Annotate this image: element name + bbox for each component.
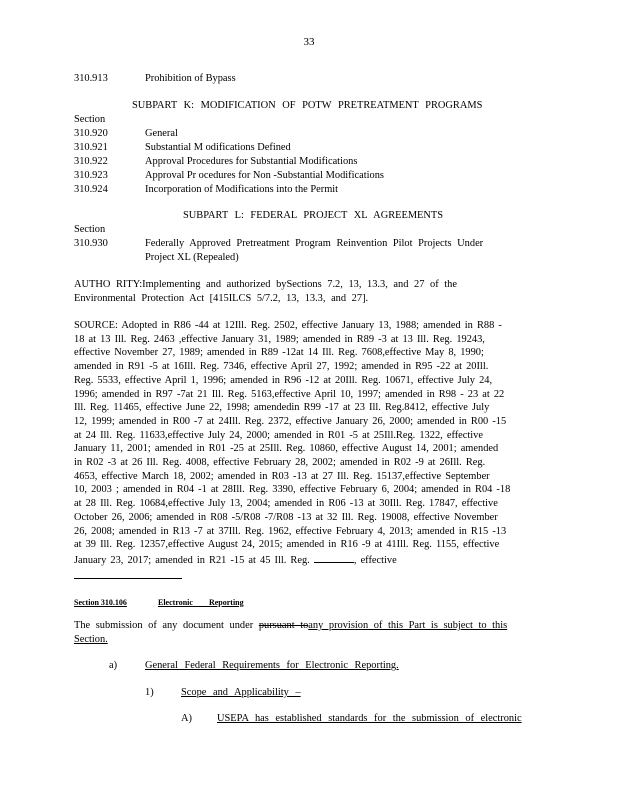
new-section-number: [74, 596, 127, 610]
toc-section-title-continued: Project XL (Repealed): [145, 252, 239, 263]
struck-text: pursuant to: [258, 620, 309, 631]
subsection-text: [145, 659, 399, 673]
subpart-k-heading: SUBPART K: MODIFICATION OF POTW PRETREATMENT PROGRAMS: [132, 100, 483, 111]
new-section-number-text: Section 310.106: [74, 598, 127, 607]
page-number: 33: [303, 36, 315, 48]
toc-section-number: 310.923: [74, 170, 108, 181]
source-line: 12, 1999; amended in R00 -7 at 24Ill. Reg. 2372, effective January 26, 2000; amended in R00 -15: [74, 415, 507, 427]
source-last-line-prefix: January 23, 2017; amended in R21 -15 at 45 Ill. Reg.: [74, 554, 310, 566]
toc-section-title: Substantial M odifications Defined: [145, 142, 291, 153]
toc-section-number: 310.921: [74, 142, 108, 153]
blank-register-page: [314, 552, 354, 563]
source-line: 26, 2008; amended in R13 -7 at 37Ill. Reg. 1962, effective February 4, 2013; amended in R15 -13: [74, 525, 507, 537]
section-paragraph: [74, 619, 507, 633]
source-line: 10, 2003 ; amended in R04 -1 at 28Ill. Reg. 3390, effective February 6, 2004; amended in R04 -18: [74, 484, 511, 496]
source-line: SOURCE: Adopted in R86 -44 at 12Ill. Reg. 2502, effective January 13, 1988; amended in R88 -: [74, 320, 502, 331]
toc-section-title: Prohibition of Bypass: [145, 73, 236, 84]
authority-line: Environmental Protection Act [415ILCS 5/7.2, 13, 13.3, and 27].: [74, 293, 369, 304]
source-line: amended in R91 -5 at 16Ill. Reg. 7346, effective April 27, 1992; amended in R95 -22 at 20Ill.: [74, 361, 489, 373]
toc-section-number: 310.930: [74, 238, 108, 249]
section-paragraph-continued: [74, 633, 108, 647]
paragraph-text: The submission of any document under: [74, 620, 259, 631]
source-line: at 39 Ill. Reg. 12357,effective August 24, 2015; amended in R16 -9 at 41Ill. Reg. 1155, effective: [74, 539, 500, 551]
subsection-text-content: USEPA has established standards for the submission of electronic: [217, 713, 522, 724]
source-note: [74, 319, 544, 568]
section-label: Section: [74, 224, 106, 235]
source-line: October 26, 2006; amended in R08 -5/R08 -7/R08 -13 at 32 Ill. Reg. 19008, effective November: [74, 511, 498, 523]
subsection-label: a): [109, 660, 118, 671]
toc-section-number: 310.922: [74, 156, 108, 167]
subsection-text-content: General Federal Requirements for Electronic Reporting.: [145, 660, 399, 671]
source-last-line-suffix: , effective: [353, 554, 397, 566]
subsection-label: A): [181, 713, 192, 724]
authority-line: AUTHO RITY:Implementing and authorized bySections 7.2, 13, 13.3, and 27 of the: [74, 279, 457, 290]
section-label: Section: [74, 114, 106, 125]
footnote-rule: [74, 578, 182, 579]
toc-section-title: Incorporation of Modifications into the Permit: [145, 184, 339, 195]
toc-section-number: 310.924: [74, 184, 108, 195]
toc-section-title: Federally Approved Pretreatment Program Reinvention Pilot Projects Under: [145, 238, 484, 249]
toc-section-title: Approval Pr ocedures for Non -Substantial Modifications: [145, 170, 384, 181]
source-line: effective November 27, 1989; amended in R89 -12at 14 Ill. Reg. 7608,effective May 8, 1990;: [74, 347, 484, 359]
subsection-text-content: Scope and Applicability –: [181, 687, 301, 698]
source-line: 18 at 13 Ill. Reg. 2463 ,effective January 31, 1989; amended in R89 -3 at 13 Ill. Reg. 19243,: [74, 333, 485, 345]
source-line: at 28 Ill. Reg. 10684,effective July 13, 2004; amended in R06 -13 at 30Ill. Reg. 17847, effective: [74, 498, 498, 510]
paragraph-text: Section.: [74, 634, 108, 645]
source-last-line: [74, 552, 544, 568]
source-line: in R02 -3 at 26 Ill. Reg. 4008, effective February 28, 2002; amended in R02 -9 at 26Ill. Reg.: [74, 457, 486, 469]
toc-section-number: 310.920: [74, 128, 108, 139]
source-line: January 11, 2001; amended in R01 -25 at 25Ill. Reg. 10860, effective August 14, 2001; amended: [74, 443, 499, 455]
toc-section-number: 310.913: [74, 73, 108, 84]
subsection-text: [217, 712, 522, 726]
source-line: 1996; amended in R97 -7at 21 Ill. Reg. 5163,effective April 10, 1997; amended in R98 - 23 at 22: [74, 388, 505, 400]
source-line: Ill. Reg. 11465, effective June 22, 1998; amendedin R99 -17 at 23 Ill. Reg.8412, effective July: [74, 402, 490, 414]
new-section-title: [158, 596, 244, 610]
subpart-l-heading: SUBPART L: FEDERAL PROJECT XL AGREEMENTS: [183, 210, 444, 221]
toc-section-title: Approval Procedures for Substantial Modifications: [145, 156, 358, 167]
paragraph-text: any provision of this Part is subject to this: [308, 620, 508, 631]
subsection-label: 1): [145, 687, 154, 698]
subsection-text: [181, 686, 301, 700]
source-line: at 24 Ill. Reg. 11633,effective July 24, 2000; amended in R01 -5 at 25Ill.Reg. 1322, effective: [74, 429, 483, 441]
new-section-title-text: Electronic Reporting: [158, 598, 244, 607]
source-line: Reg. 5533, effective April 1, 1996; amended in R96 -12 at 20Ill. Reg. 10671, effective July 24,: [74, 374, 493, 386]
toc-section-title: General: [145, 128, 178, 139]
source-line: 4653, effective March 18, 2002; amended in R03 -13 at 27 Ill. Reg. 15137,effective September: [74, 470, 490, 482]
